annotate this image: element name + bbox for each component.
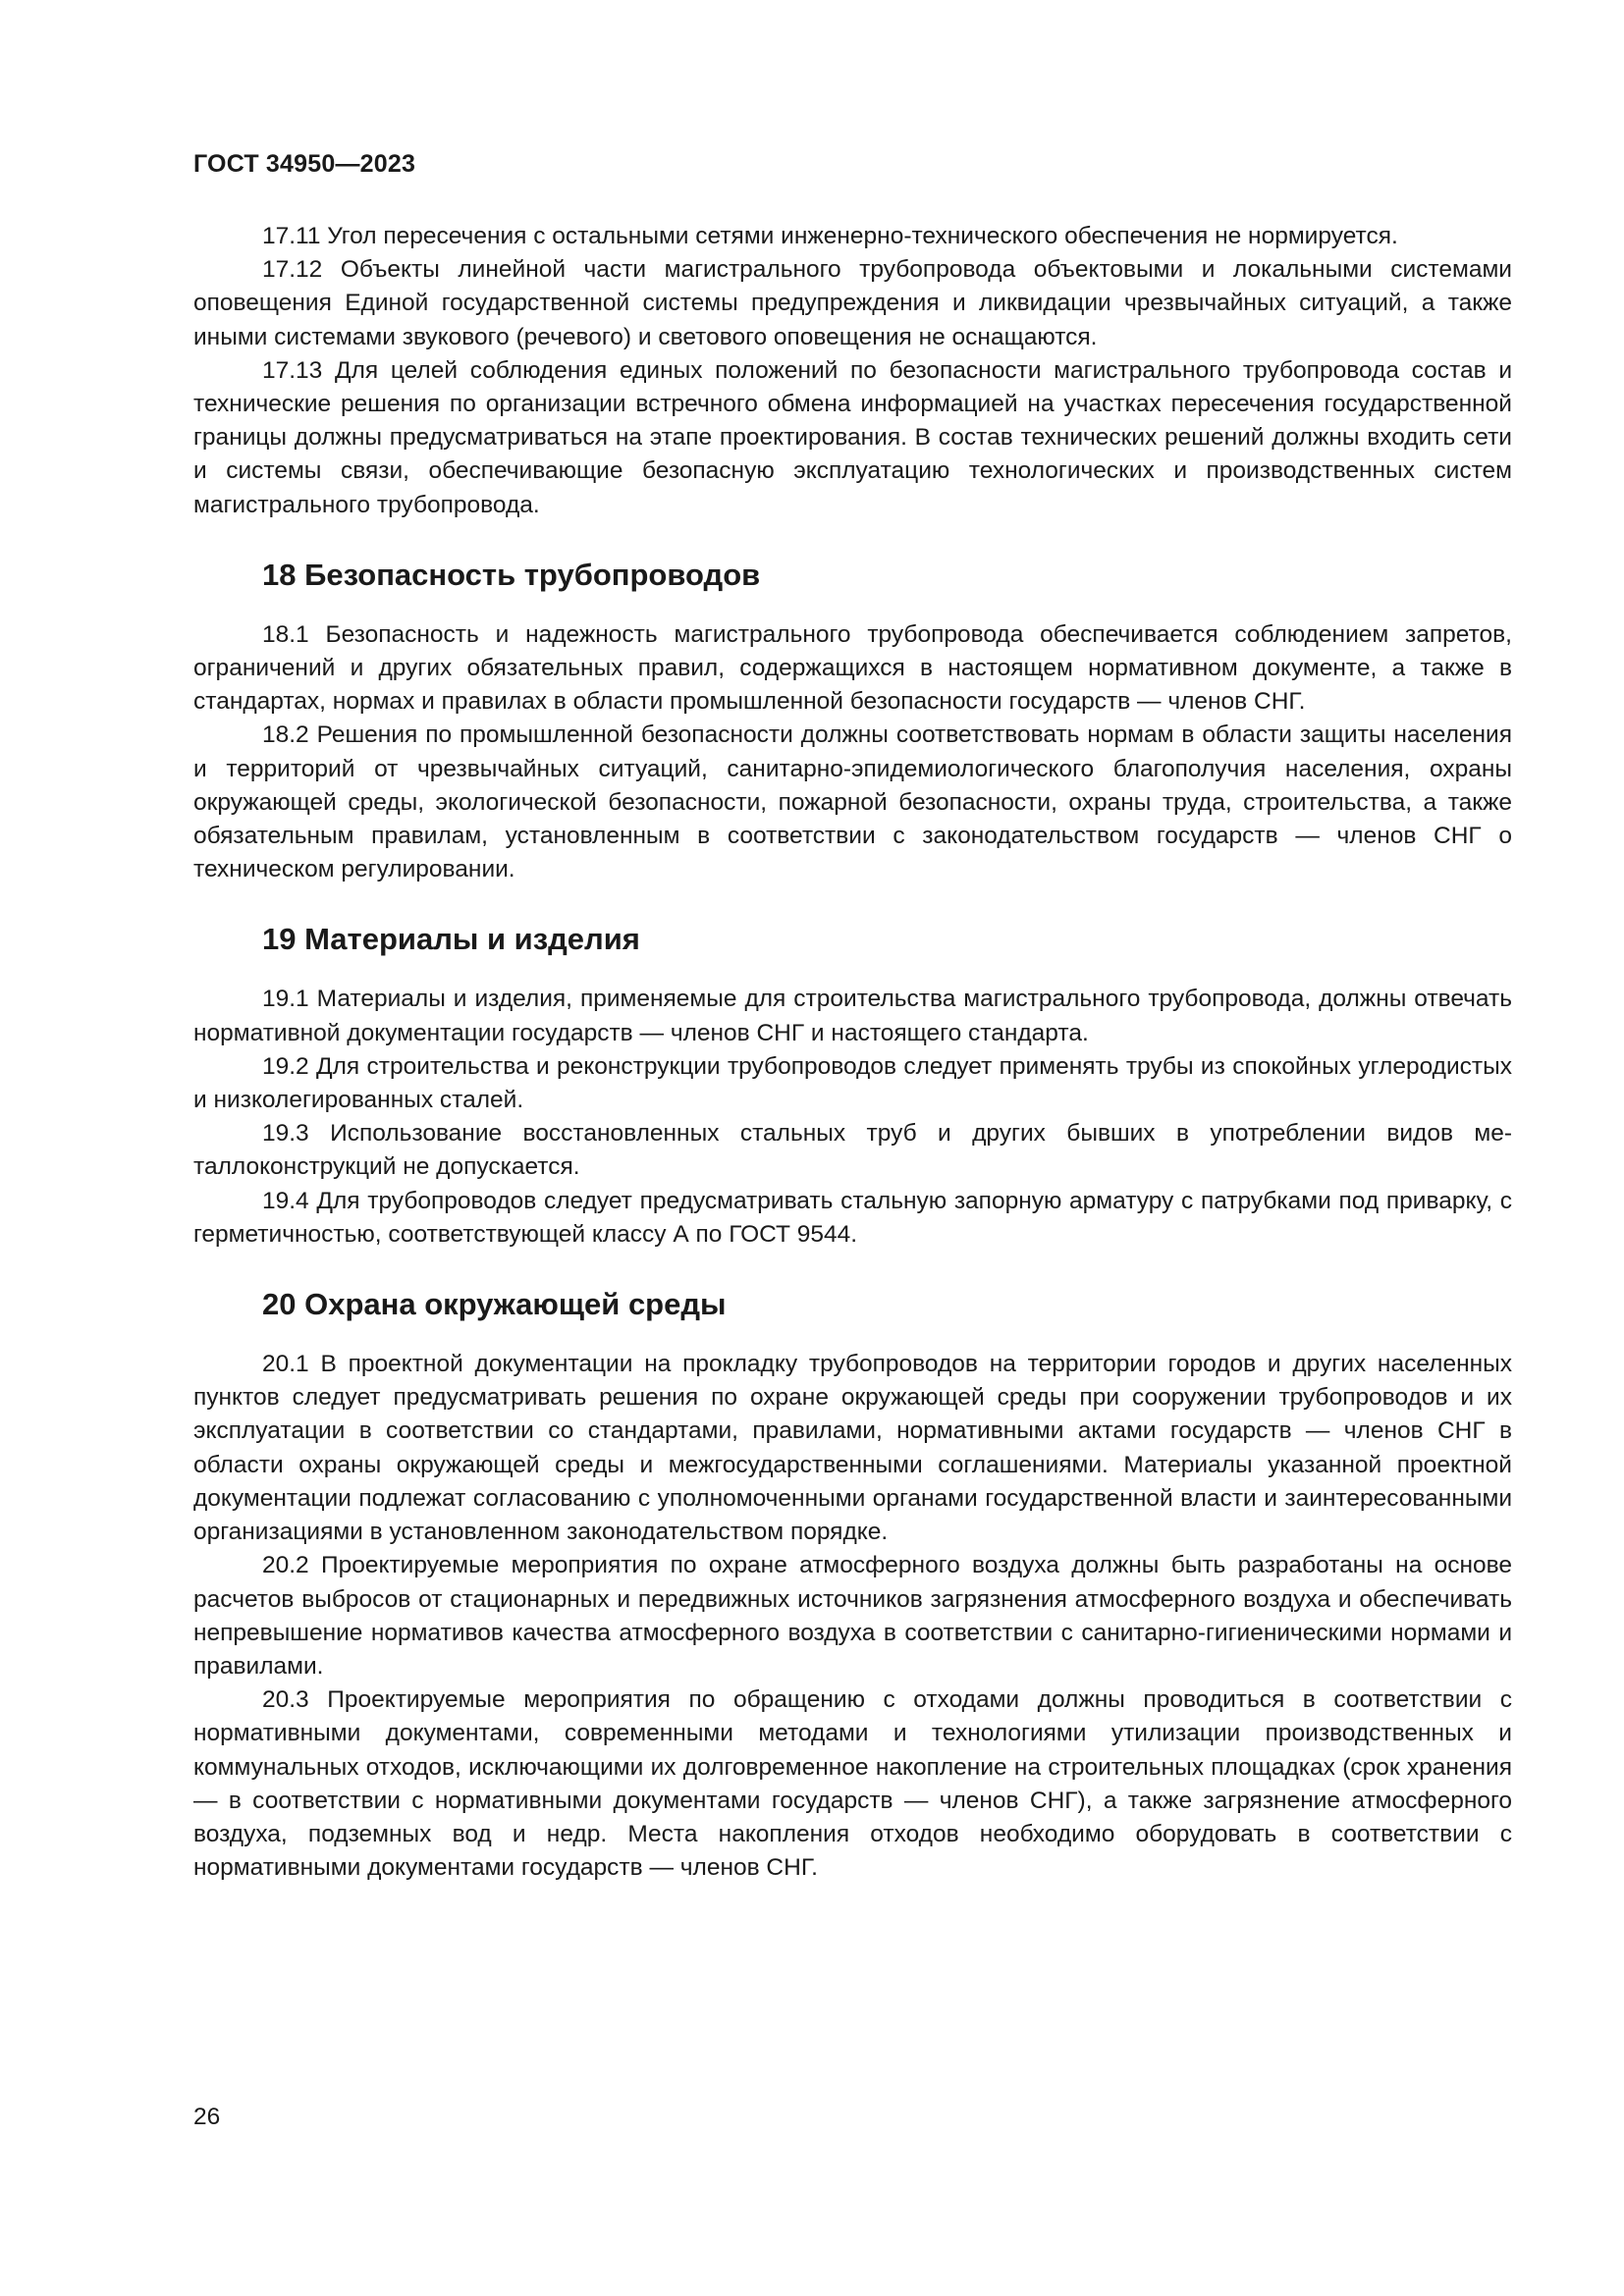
section-heading-20: 20 Охрана окружающей среды: [262, 1287, 727, 1322]
paragraph-20-2: 20.2 Проектируемые мероприятия по охране атмосферного воздуха должны быть разработаны на основе расчетов выбросов от стационарных и передвижных источников загрязнения атмосферного воздуха и обеспечивать непревышение нормативов качества атмосферного воздуха в соответствии с санитарно-гигиеническими нормами и правилами.: [193, 1552, 1512, 1680]
document-code-header: ГОСТ 34950—2023: [193, 150, 416, 178]
paragraph-17-12: 17.12 Объекты линейной части магистрального трубопровода объектовыми и локальными системами оповещения Единой государственной системы предупреждения и ликвидации чрезвычайных ситуаций, а также иными системами звукового (речевого) и светового оповещения не оснащаются.: [193, 256, 1512, 350]
paragraph-20-3: 20.3 Проектируемые мероприятия по обращению с отходами должны проводиться в соответствии с нормативными документами, современными методами и технологиями утилизации производственных и коммунальных отходов, исключающими их долговременное накопление на строительных площадках (срок хранения — в соответствии с нормативными документами государств — членов СНГ), а также загрязнение атмосферного воздуха, подземных вод и недр. Места накопления отходов необходимо оборудовать в соответствии с нормативными документами государств — членов СНГ.: [193, 1686, 1512, 1882]
paragraph-17-11: 17.11 Угол пересечения с остальными сетями инженерно-технического обеспечения не нормируется.: [262, 223, 1398, 249]
page-number: 26: [193, 2104, 221, 2130]
document-body: [193, 220, 1512, 1885]
paragraph-17-13: 17.13 Для целей соблюдения единых положений по безопасности магистрального трубопровода состав и технические решения по организации встречного обмена информацией на участках пересечения государственной границы должны предусматриваться на этапе проектирования. В состав технических решений должны входить сети и системы связи, обеспечивающие безопасную эксплуатацию технологических и производственных систем магистрального трубопровода.: [193, 356, 1512, 518]
paragraph-19-2: 19.2 Для строительства и реконструкции трубопроводов следует применять трубы из спокойных углеродистых и низколегированных сталей.: [193, 1052, 1512, 1114]
section-heading-19: 19 Материалы и изделия: [262, 922, 640, 957]
paragraph-18-2: 18.2 Решения по промышленной безопасности должны соответствовать нормам в области защиты населения и территорий от чрезвычайных ситуаций, санитарно-эпидемиологического благополучия населения, охраны окружающей среды, экологической безопасности, пожарной безопасности, охраны труда, строительства, а также обязательным правилам, установленным в соответствии с законодательством государств — членов СНГ о техническом регулировании.: [193, 721, 1512, 883]
paragraph-20-1: 20.1 В проектной документации на прокладку трубопроводов на территории городов и других населенных пунктов следует предусматривать решения по охране окружающей среды при сооружении трубопроводов и их эксплуатации в соответствии со стандартами, правилами, нормативными актами государств — членов СНГ в области охраны окружающей среды и межгосударственными соглашениями. Материалы указанной проектной документации подлежат согласованию с уполномоченными органами государственной власти и заинтересованными организациями в установленном законодательством порядке.: [193, 1351, 1512, 1546]
paragraph-19-3: 19.3 Использование восстановленных стальных труб и других бывших в употреблении видов металлоконструкций не допускается.: [193, 1120, 1512, 1181]
section-heading-18: 18 Безопасность трубопроводов: [262, 557, 761, 592]
paragraph-18-1: 18.1 Безопасность и надежность магистрального трубопровода обеспечивается соблюдением запретов, ограничений и других обязательных правил, содержащихся в настоящем нормативном документе, а также в стандартах, нормах и правилах в области промышленной безопасности государств — членов СНГ.: [193, 620, 1512, 716]
paragraph-19-4: 19.4 Для трубопроводов следует предусматривать стальную запорную арматуру с патрубками под приварку, с герметичностью, соответствующей классу А по ГОСТ 9544.: [193, 1187, 1512, 1248]
paragraph-19-1: 19.1 Материалы и изделия, применяемые для строительства магистрального трубопровода, должны отвечать нормативной документации государств — членов СНГ и настоящего стандарта.: [193, 986, 1512, 1046]
document-page: [193, 0, 1512, 2296]
